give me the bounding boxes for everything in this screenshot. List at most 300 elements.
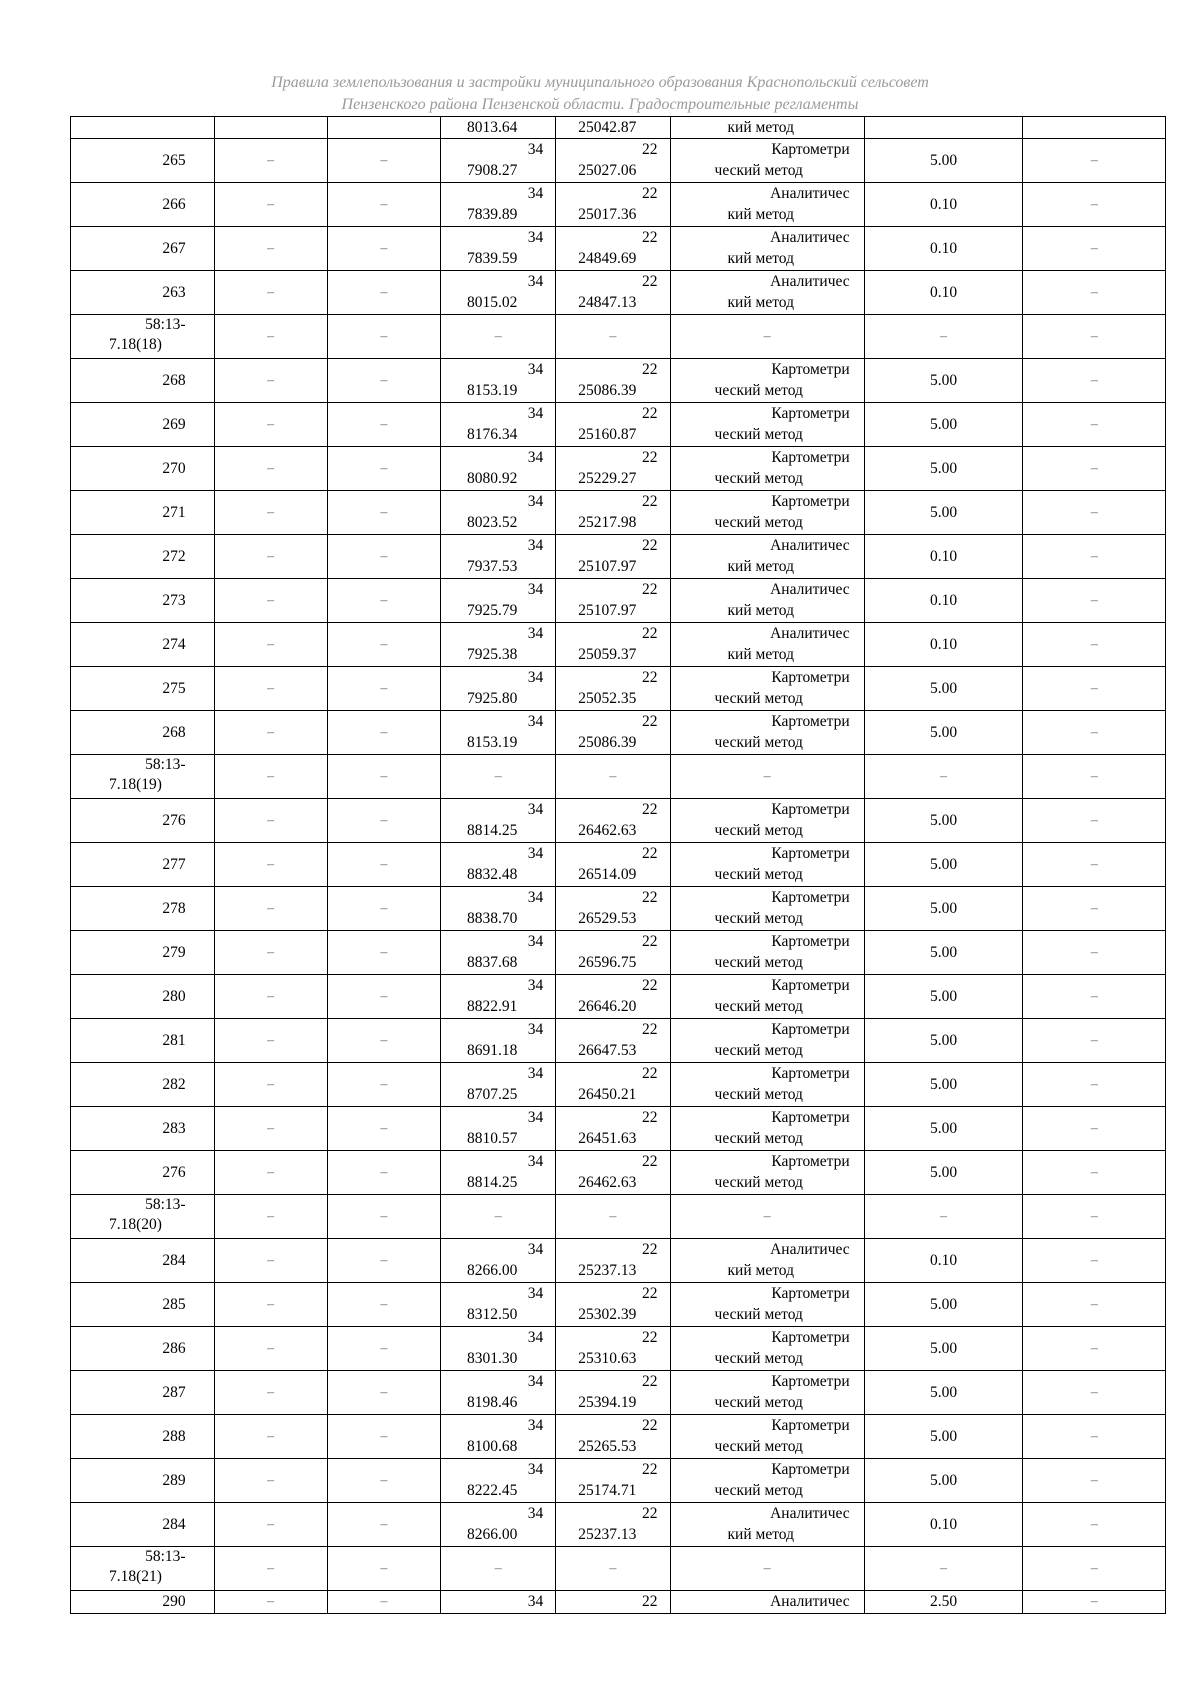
x-coordinate-head: 34 — [527, 1285, 544, 1302]
cell-b — [327, 1327, 440, 1371]
cell-f — [1023, 447, 1166, 491]
cell-b-value: – — [380, 284, 388, 300]
x-coordinate-head: 34 — [527, 1065, 544, 1082]
y-coordinate-cell — [556, 1371, 670, 1415]
x-coordinate-tail: 8707.25 — [467, 1086, 518, 1103]
cell-a — [214, 227, 327, 271]
cell-f — [1023, 535, 1166, 579]
cell-f — [1023, 1239, 1166, 1283]
cell-f — [1023, 579, 1166, 623]
table-row — [71, 1503, 1166, 1547]
method-line-1: Аналитичес — [770, 1505, 850, 1522]
method-cell — [670, 1239, 864, 1283]
cell-a — [214, 447, 327, 491]
y-coordinate-cell — [556, 315, 670, 359]
cell-b — [327, 1063, 440, 1107]
point-id: 276 — [162, 1163, 186, 1181]
method-cell — [670, 315, 864, 359]
cell-f — [1023, 403, 1166, 447]
method-line-2: ческий метод — [714, 690, 803, 707]
table-row — [71, 1063, 1166, 1107]
x-coordinate-cell — [441, 1503, 556, 1547]
cell-b — [327, 1283, 440, 1327]
error-cell — [864, 975, 1023, 1019]
cell-f — [1023, 711, 1166, 755]
x-coordinate-cell — [441, 1151, 556, 1195]
error-cell — [864, 403, 1023, 447]
y-coordinate-cell — [556, 183, 670, 227]
point-id: 282 — [162, 1075, 186, 1093]
error-cell — [864, 579, 1023, 623]
table-row — [71, 931, 1166, 975]
x-coordinate-tail: 8691.18 — [467, 1042, 518, 1059]
x-coordinate-head: 34 — [527, 713, 544, 730]
cell-f-value: – — [1090, 1208, 1098, 1224]
error-cell — [864, 887, 1023, 931]
cell-a-value: – — [267, 988, 275, 1004]
x-coordinate-cell — [441, 403, 556, 447]
error-value: 5.00 — [929, 1031, 958, 1049]
cell-b — [327, 535, 440, 579]
error-value: 5.00 — [929, 899, 958, 917]
point-id: 269 — [162, 415, 186, 433]
cell-a — [214, 183, 327, 227]
table-row — [71, 117, 1166, 139]
cell-a — [214, 1503, 327, 1547]
x-coordinate-head: 34 — [527, 537, 544, 554]
method-line-2: ческий метод — [714, 734, 803, 751]
cell-f-value: – — [1090, 1428, 1098, 1444]
point-id-cell — [71, 931, 215, 975]
method-line-2: кий метод — [727, 294, 794, 311]
cell-b-value: – — [380, 988, 388, 1004]
y-coordinate-cell — [556, 975, 670, 1019]
y-coordinate-value: – — [609, 768, 617, 784]
x-coordinate-tail: 7925.80 — [467, 690, 518, 707]
cell-a — [214, 315, 327, 359]
x-coordinate-value: – — [494, 768, 502, 784]
cell-a — [214, 271, 327, 315]
error-cell — [864, 799, 1023, 843]
x-coordinate-tail: 8810.57 — [467, 1130, 518, 1147]
cell-f — [1023, 1151, 1166, 1195]
error-value: – — [940, 768, 948, 784]
cell-f-value: – — [1090, 284, 1098, 300]
method-cell — [670, 1283, 864, 1327]
x-coordinate-tail: 7937.53 — [467, 558, 518, 575]
cell-a-value: – — [267, 240, 275, 256]
cell-b — [327, 183, 440, 227]
cell-b-value: – — [380, 768, 388, 784]
y-coordinate-tail: 25017.36 — [578, 206, 637, 223]
table-row — [71, 403, 1166, 447]
method-cell — [670, 1327, 864, 1371]
y-coordinate-head: 22 — [642, 449, 658, 466]
point-id-cell — [71, 623, 215, 667]
point-id-cell — [71, 975, 215, 1019]
y-coordinate-cell — [556, 579, 670, 623]
method-line-2: ческий метод — [714, 1350, 803, 1367]
method-line-2: кий метод — [727, 206, 794, 223]
point-id-cell — [71, 1415, 215, 1459]
cell-b-value: – — [380, 944, 388, 960]
table-row — [71, 1151, 1166, 1195]
x-coordinate-tail: 8176.34 — [467, 426, 518, 443]
y-coordinate-head: 22 — [642, 273, 658, 290]
method-line-2: ческий метод — [714, 866, 803, 883]
cell-a — [214, 1019, 327, 1063]
table-row — [71, 491, 1166, 535]
error-value: 0.10 — [929, 283, 958, 301]
table-row — [71, 711, 1166, 755]
y-coordinate-cell — [556, 359, 670, 403]
cell-f — [1023, 315, 1166, 359]
method-cell — [670, 623, 864, 667]
x-coordinate-tail: 8832.48 — [467, 866, 518, 883]
cell-f — [1023, 1591, 1166, 1614]
method-line-1: Аналитичес — [770, 537, 850, 554]
table-row — [71, 227, 1166, 271]
x-coordinate-head: 34 — [527, 185, 544, 202]
error-value: 0.10 — [929, 635, 958, 653]
error-value: 0.10 — [929, 547, 958, 565]
method-line-2: ческий метод — [714, 954, 803, 971]
cell-f-value: – — [1090, 636, 1098, 652]
cell-f-value: – — [1090, 1560, 1098, 1576]
y-coordinate-head: 22 — [642, 669, 658, 686]
x-coordinate-tail: 7839.89 — [467, 206, 518, 223]
table-row — [71, 887, 1166, 931]
point-id: 272 — [162, 547, 186, 565]
cell-f — [1023, 1371, 1166, 1415]
cell-b — [327, 227, 440, 271]
point-id-cell — [71, 117, 215, 139]
y-coordinate-cell — [556, 1547, 670, 1591]
cell-b — [327, 1019, 440, 1063]
method-line-2: ческий метод — [714, 514, 803, 531]
x-coordinate-cell — [441, 1547, 556, 1591]
y-coordinate-head: 22 — [642, 1153, 658, 1170]
point-id-cell — [71, 491, 215, 535]
x-coordinate-head: 34 — [527, 1593, 544, 1610]
cell-b — [327, 1591, 440, 1614]
cell-b-value: – — [380, 636, 388, 652]
cell-a-value: – — [267, 1594, 275, 1609]
parcel-id-cell — [71, 755, 215, 799]
y-coordinate-tail: 25107.97 — [578, 558, 637, 575]
x-coordinate-tail: 7925.79 — [467, 602, 518, 619]
method-cell — [670, 1151, 864, 1195]
y-coordinate-tail: 26462.63 — [578, 822, 637, 839]
cell-a — [214, 1591, 327, 1614]
cell-a-value: – — [267, 636, 275, 652]
cell-f — [1023, 139, 1166, 183]
error-cell — [864, 623, 1023, 667]
point-id-cell — [71, 1327, 215, 1371]
y-coordinate-cell — [556, 1415, 670, 1459]
error-value: 5.00 — [929, 371, 958, 389]
y-coordinate-head: 22 — [642, 625, 658, 642]
point-id: 265 — [162, 151, 186, 169]
cell-f-value: – — [1090, 1340, 1098, 1356]
cell-f-value: – — [1090, 1252, 1098, 1268]
cell-f — [1023, 227, 1166, 271]
y-coordinate-head: 22 — [642, 405, 658, 422]
error-value: 5.00 — [929, 1163, 958, 1181]
point-id-cell — [71, 799, 215, 843]
x-coordinate-cell — [441, 1239, 556, 1283]
cell-a — [214, 1327, 327, 1371]
point-id: 268 — [162, 371, 186, 389]
point-id-cell — [71, 1107, 215, 1151]
cell-b-value: – — [380, 416, 388, 432]
cell-f-value: – — [1090, 1164, 1098, 1180]
error-cell — [864, 1195, 1023, 1239]
point-id: 268 — [162, 723, 186, 741]
method-cell — [670, 1371, 864, 1415]
method-cell — [670, 843, 864, 887]
cell-a-value: – — [267, 724, 275, 740]
cell-f-value: – — [1090, 548, 1098, 564]
y-coordinate-cell — [556, 447, 670, 491]
method-line-2: ческий метод — [714, 1394, 803, 1411]
cell-b — [327, 711, 440, 755]
y-coordinate-head: 22 — [642, 1505, 658, 1522]
method-line-2: ческий метод — [714, 1306, 803, 1323]
cell-f-value: – — [1090, 196, 1098, 212]
y-coordinate-tail: 24849.69 — [578, 250, 637, 267]
cell-a — [214, 139, 327, 183]
y-coordinate-tail: 25217.98 — [578, 514, 637, 531]
cell-b — [327, 139, 440, 183]
cell-a — [214, 975, 327, 1019]
cell-a-value: – — [267, 1428, 275, 1444]
method-line-2: кий метод — [727, 646, 794, 663]
point-id-cell — [71, 271, 215, 315]
method-line-2: ческий метод — [714, 910, 803, 927]
y-coordinate-tail: 25237.13 — [578, 1262, 637, 1279]
point-id-cell — [71, 667, 215, 711]
x-coordinate-cell — [441, 271, 556, 315]
y-coordinate-value: – — [609, 328, 617, 344]
y-coordinate-cell — [556, 1283, 670, 1327]
error-value: 0.10 — [929, 239, 958, 257]
y-coordinate-head: 22 — [642, 1593, 658, 1610]
error-value: 5.00 — [929, 855, 958, 873]
cell-a-value: – — [267, 548, 275, 564]
error-value: 5.00 — [929, 943, 958, 961]
table-row — [71, 975, 1166, 1019]
parcel-id-line-2: 7.18(19) — [109, 776, 162, 793]
x-coordinate-head: 34 — [527, 933, 544, 950]
y-coordinate-tail: 25237.13 — [578, 1526, 637, 1543]
x-coordinate-head: 34 — [527, 625, 544, 642]
cell-b-value: – — [380, 1428, 388, 1444]
y-coordinate-cell — [556, 1459, 670, 1503]
method-line-1: Картометри — [771, 713, 850, 730]
method-cell — [670, 931, 864, 975]
error-value: 0.10 — [929, 591, 958, 609]
cell-a — [214, 1063, 327, 1107]
x-coordinate-cell — [441, 667, 556, 711]
method-line-1: Картометри — [771, 1021, 850, 1038]
x-coordinate-cell — [441, 1591, 556, 1614]
method-tail: кий метод — [727, 119, 794, 136]
cell-a-value: – — [267, 372, 275, 388]
cell-a-value: – — [267, 592, 275, 608]
cell-b — [327, 843, 440, 887]
method-line-2: кий метод — [727, 1262, 794, 1279]
cell-f-value: – — [1090, 1516, 1098, 1532]
table-row — [71, 1283, 1166, 1327]
y-coordinate-cell — [556, 227, 670, 271]
cell-f — [1023, 887, 1166, 931]
point-id: 277 — [162, 855, 186, 873]
x-coordinate-cell — [441, 447, 556, 491]
cell-f — [1023, 667, 1166, 711]
method-line-1: Картометри — [771, 1285, 850, 1302]
error-cell — [864, 271, 1023, 315]
table-row — [71, 271, 1166, 315]
cell-f-value: – — [1090, 1594, 1098, 1609]
y-coordinate-tail: 25302.39 — [578, 1306, 637, 1323]
method-line-2: ческий метод — [714, 822, 803, 839]
point-id-cell — [71, 887, 215, 931]
cell-b — [327, 799, 440, 843]
x-coordinate-cell — [441, 1063, 556, 1107]
point-id-cell — [71, 711, 215, 755]
error-value: 5.00 — [929, 1295, 958, 1313]
method-cell — [670, 491, 864, 535]
cell-f — [1023, 799, 1166, 843]
x-coordinate-tail: 7908.27 — [467, 162, 518, 179]
y-coordinate-value: – — [609, 1208, 617, 1224]
x-coordinate-cell — [441, 491, 556, 535]
cell-a-value: – — [267, 1340, 275, 1356]
error-value: 5.00 — [929, 1471, 958, 1489]
method-line-1: Картометри — [771, 933, 850, 950]
method-line-2: ческий метод — [714, 998, 803, 1015]
y-coordinate-tail: 26646.20 — [578, 998, 637, 1015]
method-line-2: ческий метод — [714, 1042, 803, 1059]
cell-b-value: – — [380, 460, 388, 476]
cell-f-value: – — [1090, 152, 1098, 168]
error-cell — [864, 755, 1023, 799]
x-coordinate-value: – — [494, 1208, 502, 1224]
cell-f-value: – — [1090, 1296, 1098, 1312]
point-id-cell — [71, 359, 215, 403]
point-id-cell — [71, 1063, 215, 1107]
error-cell — [864, 711, 1023, 755]
point-id: 275 — [162, 679, 186, 697]
cell-b — [327, 1195, 440, 1239]
cell-b — [327, 117, 440, 139]
cell-b — [327, 1239, 440, 1283]
point-id: 280 — [162, 987, 186, 1005]
method-cell — [670, 1459, 864, 1503]
cell-b — [327, 447, 440, 491]
cell-f — [1023, 931, 1166, 975]
cell-a-value: – — [267, 812, 275, 828]
x-coordinate-cell — [441, 315, 556, 359]
cell-b-value: – — [380, 504, 388, 520]
method-line-1: Картометри — [771, 141, 850, 158]
point-id: 288 — [162, 1427, 186, 1445]
y-coordinate-head: 22 — [642, 229, 658, 246]
y-coordinate-head: 22 — [642, 889, 658, 906]
cell-f — [1023, 1503, 1166, 1547]
error-cell — [864, 1459, 1023, 1503]
cell-b — [327, 1547, 440, 1591]
method-line-1: Картометри — [771, 1109, 850, 1126]
point-id-cell — [71, 843, 215, 887]
method-line-1: Аналитичес — [770, 229, 850, 246]
cell-a-value: – — [267, 944, 275, 960]
method-line-2: кий метод — [727, 1526, 794, 1543]
cell-f-value: – — [1090, 592, 1098, 608]
y-coordinate-head: 22 — [642, 537, 658, 554]
cell-f-value: – — [1090, 812, 1098, 828]
cell-b — [327, 1415, 440, 1459]
method-line-1: Аналитичес — [770, 1241, 850, 1258]
method-line-1: Картометри — [771, 845, 850, 862]
x-coordinate-head: 34 — [527, 801, 544, 818]
cell-f — [1023, 1283, 1166, 1327]
y-coordinate-cell — [556, 403, 670, 447]
table-row — [71, 1239, 1166, 1283]
cell-a-value: – — [267, 768, 275, 784]
cell-b — [327, 1503, 440, 1547]
cell-b-value: – — [380, 1594, 388, 1609]
method-cell — [670, 183, 864, 227]
cell-b-value: – — [380, 152, 388, 168]
parcel-id-cell — [71, 1195, 215, 1239]
y-coordinate-cell — [556, 271, 670, 315]
cell-a — [214, 1371, 327, 1415]
y-coordinate-head: 22 — [642, 493, 658, 510]
point-id-cell — [71, 1503, 215, 1547]
x-coordinate-cell — [441, 887, 556, 931]
y-coordinate-cell — [556, 139, 670, 183]
x-coordinate-tail: 8266.00 — [467, 1526, 518, 1543]
cell-b-value: – — [380, 856, 388, 872]
cell-f — [1023, 359, 1166, 403]
error-value: 5.00 — [929, 1427, 958, 1445]
error-value: 5.00 — [929, 415, 958, 433]
y-coordinate-cell — [556, 711, 670, 755]
x-coordinate-cell — [441, 799, 556, 843]
cell-a-value: – — [267, 460, 275, 476]
cell-a — [214, 755, 327, 799]
method-line-1: Аналитичес — [770, 1593, 850, 1610]
method-cell — [670, 359, 864, 403]
x-coordinate-head: 34 — [527, 449, 544, 466]
error-value: 5.00 — [929, 1339, 958, 1357]
y-coordinate-tail: 25059.37 — [578, 646, 637, 663]
parcel-id-line-1: 58:13- — [145, 1548, 186, 1565]
y-coordinate-head: 22 — [642, 713, 658, 730]
cell-a — [214, 799, 327, 843]
cell-b-value: – — [380, 1296, 388, 1312]
y-coordinate-tail: 25042.87 — [578, 119, 637, 136]
table-row — [71, 843, 1166, 887]
x-coordinate-head: 34 — [527, 977, 544, 994]
table-row — [71, 139, 1166, 183]
cell-b-value: – — [380, 1164, 388, 1180]
y-coordinate-cell — [556, 799, 670, 843]
method-cell — [670, 447, 864, 491]
x-coordinate-head: 34 — [527, 845, 544, 862]
